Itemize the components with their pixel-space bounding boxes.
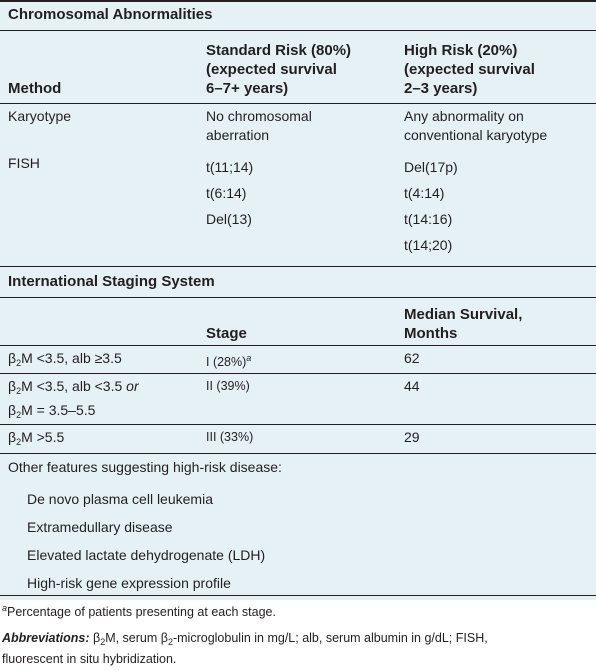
cell-karyotype-standard: No chromosomal aberration <box>206 108 312 143</box>
divider <box>0 30 596 31</box>
cell-fish-high: Del(17p) t(4:14) t(14:16) t(14;20) <box>404 159 458 253</box>
list-item: De novo plasma cell leukemia <box>27 491 213 507</box>
cell-iss-survival-1: 62 <box>404 350 420 366</box>
cell-iss-stage-1: I $(28\%)^a$ <box>206 353 252 369</box>
divider <box>0 373 596 374</box>
cell-method-karyotype: Karyotype <box>8 108 72 124</box>
divider <box>0 345 596 346</box>
list-item: High-risk gene expression profile <box>27 575 231 591</box>
col-header-stage: Stage <box>206 325 247 342</box>
divider <box>0 595 596 596</box>
col-header-standard-risk: Standard Risk (80%) (expected survival 6–7+ years) <box>206 42 352 97</box>
cell-method-fish: FISH <box>8 155 40 171</box>
col-header-median-survival: Median Survival, Months <box>404 306 523 342</box>
cell-iss-survival-3: 29 <box>404 429 420 445</box>
divider <box>0 297 596 298</box>
top-rule <box>0 0 596 2</box>
cell-iss-stage-3: III (33%) <box>206 430 254 444</box>
footnote: $^a$Percentage of patients presenting at each stage. <box>2 603 276 619</box>
cell-iss-stage-2: II (39%) <box>206 379 250 393</box>
cell-karyotype-high: Any abnormality on conventional karyotype <box>404 108 548 143</box>
divider <box>0 424 596 425</box>
divider <box>0 103 596 104</box>
col-header-high-risk: High Risk (20%) (expected survival 2–3 years) <box>404 42 535 97</box>
cell-iss-survival-2: 44 <box>404 378 420 394</box>
section-title-chromosomal: Chromosomal Abnormalities <box>8 6 213 23</box>
cell-fish-standard: t(11;14) t(6:14) Del(13) <box>206 159 254 227</box>
other-features-title: Other features suggesting high-risk disease: <box>8 459 282 475</box>
section-title-iss: International Staging System <box>8 273 215 290</box>
cell-iss-criteria-2: $\beta_2M <3.5$, alb <3.5 or $\beta_2M = 3.5-5.5$ <box>8 378 139 420</box>
list-item: Elevated lactate dehydrogenate (LDH) <box>27 547 266 563</box>
cell-iss-criteria-1: $\beta_2M <3.5$, alb ≥3.5 <box>8 350 122 368</box>
divider <box>0 266 596 267</box>
abbreviations-note: Abbreviations: $\beta_2M$, serum $\beta_2$-microglobulin in mg/L; alb, serum albumin in g/dL; FISH, fluorescent in situ hybridization. <box>2 631 488 666</box>
other-features-list <box>27 485 265 597</box>
divider <box>0 453 596 454</box>
col-header-method: Method <box>8 80 62 97</box>
cell-iss-criteria-3: $\beta_2M >5.5$ <box>8 429 65 447</box>
list-item: Extramedullary disease <box>27 519 173 535</box>
